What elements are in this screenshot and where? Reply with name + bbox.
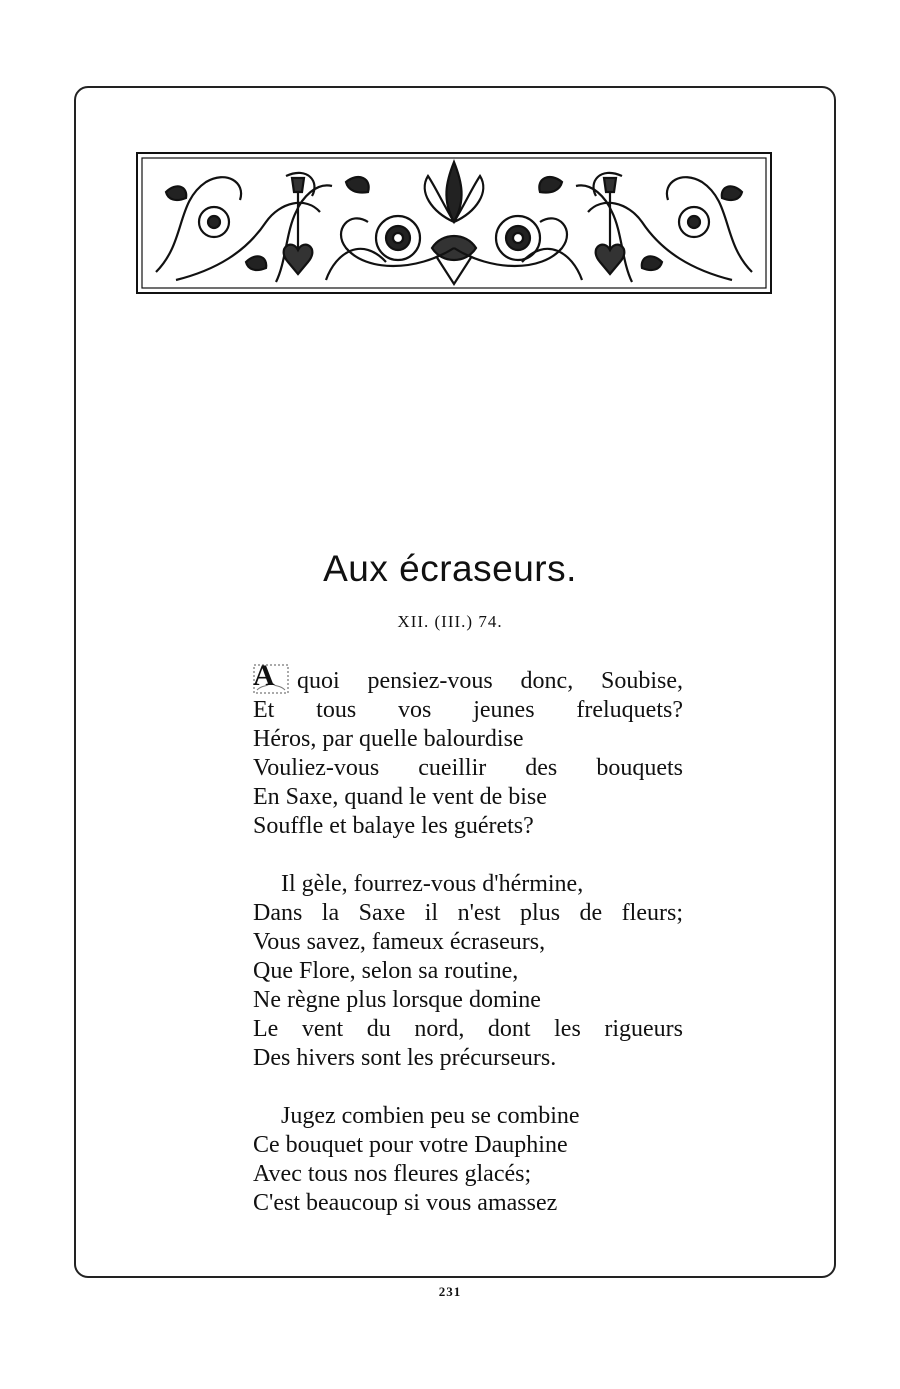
poem-date-reference: XII. (III.) 74.: [397, 612, 503, 631]
poem-line: Vouliez-vous cueillir des bouquets: [253, 755, 683, 781]
poem-line: Le vent du nord, dont les rigueurs: [253, 1016, 683, 1042]
poem-line: Ne règne plus lorsque domine: [253, 987, 541, 1013]
poem-line: En Saxe, quand le vent de bise: [253, 784, 547, 810]
poem-title: Aux écraseurs.: [323, 548, 577, 589]
poem-line: Souffle et balaye les guérets?: [253, 813, 534, 839]
poem-line: Dans la Saxe il n'est plus de fleurs;: [253, 900, 683, 926]
stanza-2: [253, 870, 683, 1073]
poem-line-text: quoi pensiez-vous donc, Soubise,: [297, 668, 683, 694]
poem-line: Héros, par quelle balourdise: [253, 726, 524, 752]
stanza-3: [253, 1102, 683, 1218]
poem-body: [253, 659, 683, 1247]
poem-line: [253, 659, 683, 696]
poem-line: Il gèle, fourrez-vous d'hérmine,: [281, 871, 584, 897]
poem-line: Avec tous nos fleures glacés;: [253, 1161, 532, 1187]
dropcap-letter: A: [253, 659, 275, 692]
poem-line: Que Flore, selon sa routine,: [253, 958, 519, 984]
page-number: 231: [438, 1284, 462, 1299]
poem-line: Vous savez, fameux écraseurs,: [253, 929, 546, 955]
poem-line: Jugez combien peu se combine: [281, 1103, 580, 1129]
ornamental-dropcap: [253, 659, 289, 694]
decorative-headpiece-ornament: [136, 152, 772, 294]
poem-line: Ce bouquet pour votre Dauphine: [253, 1132, 568, 1158]
poem-line: Et tous vos jeunes freluquets?: [253, 697, 683, 723]
stanza-1: [253, 659, 683, 841]
poem-line: Des hivers sont les précurseurs.: [253, 1045, 557, 1071]
poem-line: C'est beaucoup si vous amassez: [253, 1190, 558, 1216]
